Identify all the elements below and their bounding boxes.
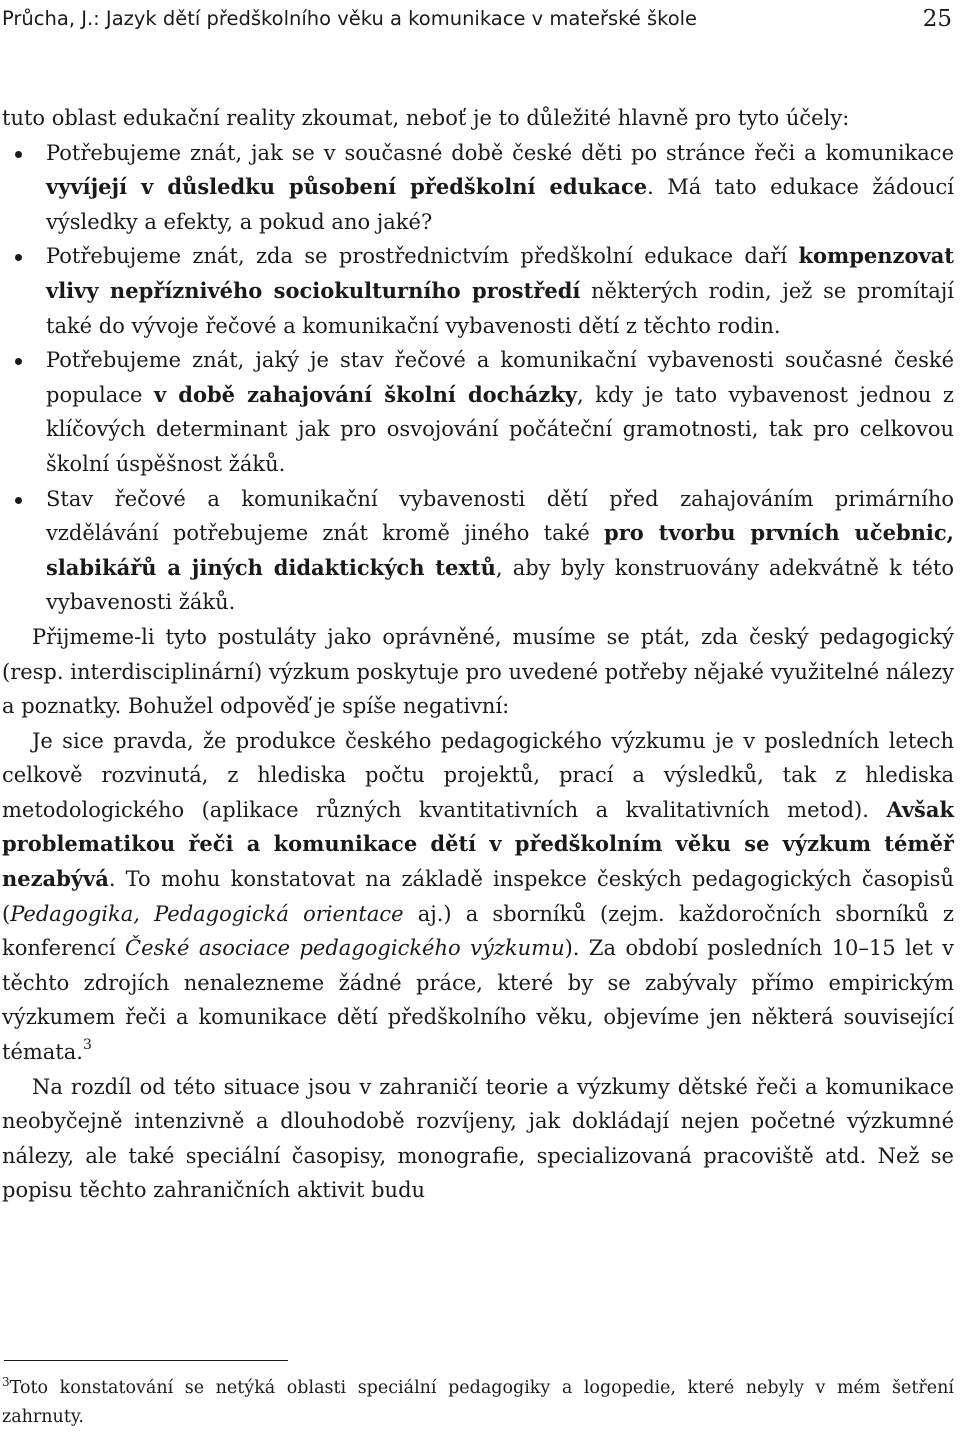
list-item-emphasis: kompenzovat vlivy nepříznivého sociokulturního prostředí: [46, 243, 954, 303]
bullet-icon: [15, 358, 22, 365]
footnote-mark: 3: [2, 1375, 10, 1389]
intro-paragraph: tuto oblast edukační reality zkoumat, neboť je to důležité hlavně pro tyto účely:: [2, 106, 850, 130]
list-item-text: Potřebujeme znát, jaký je stav řečové a komunikační vybavenosti současné české populace: [46, 348, 954, 407]
paragraph-abroad: Na rozdíl od této situace jsou v zahraničí teorie a výzkumy dětské řeči a komunikace neobyčejně intenzivně a dlouhodobě rozvíjeny, jak dokládají nejen početné výzkumné nálezy, ale také speciální časopisy, monografie, specializovaná pracoviště atd. Než se popisu těchto zahraničních aktivit budu: [2, 1074, 954, 1203]
bullet-icon: [15, 151, 22, 158]
list-item-text: některých rodin, jež se promítají také do vývoje řečové a komunikační vybavenosti dětí z těchto rodin.: [46, 278, 954, 338]
body-text: [2, 101, 954, 1208]
paragraph-text: Je sice pravda, že produkce českého pedagogického výzkumu je v posledních letech celkově rozvinutá, z hlediska počtu projektů, prací a výsledků, tak z hlediska metodologického (aplikace různých kvantitativních a kvalitativních metod).: [2, 728, 954, 822]
running-header: [2, 4, 952, 34]
list-item: [2, 239, 954, 343]
bullet-icon: [15, 497, 22, 504]
page-number: 25: [922, 6, 952, 32]
footnote: [2, 1374, 954, 1432]
footnote-divider: [4, 1360, 288, 1361]
paragraph-postulates: Přijmeme-li tyto postuláty jako oprávněné, musíme se ptát, zda český pedagogický (resp. interdisciplinární) výzkum poskytuje pro uvedené potřeby nějaké využitelné nálezy a poznatky. Bohužel odpověď je spíše negativní:: [2, 624, 954, 719]
paragraph-text: . To mohu konstatovat na základě inspekce českých pedagogických časopisů (: [2, 867, 954, 926]
list-item-emphasis: pro tvorbu prvních učebnic, slabikářů a jiných didaktických textů: [46, 520, 954, 580]
conference-title: České asociace pedagogického výzkumu: [125, 936, 565, 961]
bullet-icon: [15, 254, 22, 261]
list-item-text: Potřebujeme znát, jak se v současné době české děti po stránce řeči a komunikace: [46, 140, 954, 165]
footnote-reference[interactable]: 3: [82, 1037, 92, 1054]
list-item-text: Stav řečové a komunikační vybavenosti dětí před zahajováním primárního vzdělávání potřebujeme znát kromě jiného také: [46, 486, 954, 546]
paragraph-text: aj.) a sborníků (zejm. každoročních sborníků z konferencí: [2, 901, 954, 961]
list-item: [2, 136, 954, 240]
list-item-emphasis: vyvíjejí v důsledku působení předškolní edukace: [46, 174, 648, 200]
list-item-text: . Má tato edukace žádoucí výsledky a efekty, a pokud ano jaké?: [46, 175, 954, 234]
bullet-list: [2, 136, 954, 620]
list-item-text: , kdy je tato vybavenost jednou z klíčových determinant jak pro osvojování počáteční gramotnosti, tak pro celkovou školní úspěšnost žáků.: [46, 382, 954, 476]
paragraph-research: [2, 724, 954, 1070]
journal-titles: Pedagogika, Pedagogická orientace: [10, 901, 404, 926]
paragraph-text: ). Za období posledních 10–15 let v těchto zdrojích nenalezneme žádné práce, které by se zabývaly přímo empirickým výzkumem řeči a komunikace dětí předškolního věku, objevíme jen některá související témata.: [2, 936, 955, 1065]
list-item-text: , aby byly konstruovány adekvátně k této vybavenosti žáků.: [46, 555, 954, 615]
list-item-text: Potřebujeme znát, zda se prostřednictvím předškolní edukace daří: [46, 244, 799, 269]
list-item-emphasis: v době zahajování školní docházky: [153, 381, 577, 407]
list-item: [2, 343, 954, 481]
running-title: Průcha, J.: Jazyk dětí předškolního věku a komunikace v mateřské škole: [2, 7, 698, 30]
list-item: [2, 482, 954, 620]
paragraph-emphasis: Avšak problematikou řeči a komunikace dětí v předškolním věku se výzkum téměř nezabývá: [2, 796, 954, 892]
footnote-text: Toto konstatování se netýká oblasti speciální pedagogiky a logopedie, které nebyly v mém šetření zahrnuty.: [2, 1378, 954, 1427]
